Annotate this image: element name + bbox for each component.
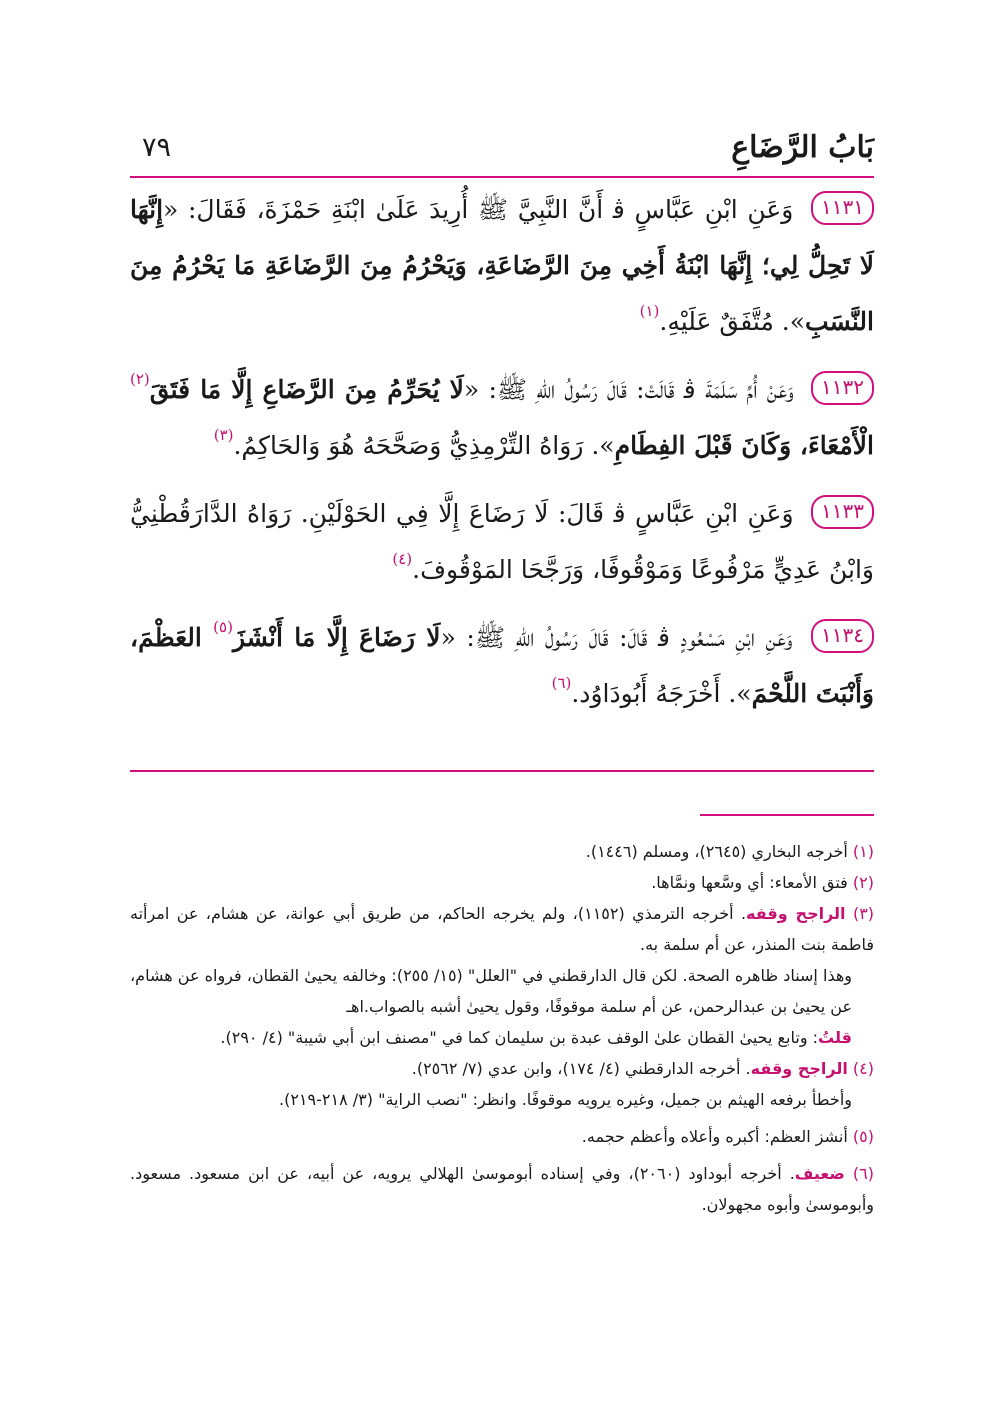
footnote-ref[interactable]: (٥) <box>213 618 233 636</box>
footnote-2 <box>130 867 874 898</box>
hadith-quote: الْأَمْعَاءَ، وَكَانَ قَبْلَ الفِطَامِ <box>614 431 874 460</box>
hadith-source: ». مُتَّفَقٌ عَلَيْهِ. <box>659 307 806 336</box>
footnote-grade: ضعيف <box>794 1164 845 1183</box>
hadith-intro: وَعَنِ ابْنِ عَبَّاسٍ ﭬ أَنَّ النَّبِيَّ ﷺ أُرِيدَ عَلَىٰ ابْنَةِ حَمْزَةَ، فَقَالَ: « <box>163 195 794 224</box>
footnote-text: : وتابع يحيىٰ القطان علىٰ الوقف عبدة بن سليمان كما في "مصنف ابن أبي شيبة" (٤/ ٢٩٠). <box>220 1028 819 1047</box>
hadith-quote: إِنَّهَا لَا تَحِلُّ لِي؛ إِنَّهَا ابْنَةُ أَخِي مِنَ الرَّضَاعَةِ، وَيَحْرُمُ مِنَ الرَّضَاعَةِ مَا يَحْرُمُ مِنَ النَّسَبِ <box>130 195 874 336</box>
footnote-text: أنشز العظم: أكبره وأعلاه وأعظم حجمه. <box>581 1127 848 1146</box>
hadith-source: ». رَوَاهُ التِّرْمِذِيُّ وَصَحَّحَهُ هُوَ وَالحَاكِمُ. <box>233 431 615 460</box>
footnotes <box>130 836 874 1220</box>
footnote-number: (١) <box>852 842 874 861</box>
footnote-text: فتق الأمعاء: أي وسَّعها ونمَّاها. <box>651 873 848 892</box>
hadith-number-badge: ١١٣٣ <box>811 495 874 529</box>
page-header <box>130 130 874 174</box>
hadith-number-badge: ١١٣١ <box>811 191 874 225</box>
footnote-ref[interactable]: (٤) <box>392 550 413 568</box>
footnote-qultu: قلتُ <box>818 1028 852 1047</box>
footnote-ref[interactable]: (٢) <box>130 370 150 388</box>
page-number: ٧٩ <box>142 132 172 163</box>
hadith-intro: وَعَنِ ابْنِ مَسْعُودٍ ﭬ قَالَ: قَالَ رَسُولُ اللهِ ﷺ: « <box>440 623 793 652</box>
hadith-text: وَعَنِ ابْنِ عَبَّاسٍ ﭬ قَالَ: لَا رَضَاعَ إِلَّا فِي الحَوْلَيْنِ. رَوَاهُ الدَّارَقُطْنِيُّ وَابْنُ عَدِيٍّ مَرْفُوعًا وَمَوْقُوفًا، وَرَجَّحَا المَوْقُوفَ. <box>130 499 874 584</box>
footnote-separator <box>700 814 874 816</box>
hadith-list <box>130 182 874 734</box>
footnote-number: (٥) <box>852 1127 874 1146</box>
footnote-ref[interactable]: (٣) <box>213 426 234 444</box>
footnote-4-paragraph: وأخطأ برفعه الهيثم بن جميل، وغيره يرويه موقوفًا. وانظر: "نصب الراية" (٣/ ٢١٨-٢١٩). <box>279 1090 852 1109</box>
footnote-grade: الراجح وقفه <box>746 904 846 923</box>
hadith-source: ». أَخْرَجَهُ أَبُودَاوُد. <box>571 679 752 708</box>
hadith-number-badge: ١١٣٤ <box>811 619 874 653</box>
header-divider <box>130 176 874 178</box>
hadith-quote: العَظْمَ، وَأَنْبَتَ اللَّحْمَ <box>130 623 874 708</box>
footnote-number: (٦) <box>852 1164 874 1183</box>
footnote-text: . أخرجه أبوداود (٢٠٦٠)، وفي إسناده أبوموسىٰ الهلالي يرويه، عن أبيه، عن ابن مسعود. مسعود. وأبوموسىٰ وأبوه مجهولان. <box>130 1164 874 1214</box>
footnote-grade: الراجح وقفه <box>750 1059 848 1078</box>
hadith-1133 <box>130 486 874 598</box>
footnote-5 <box>130 1121 874 1152</box>
footnote-6 <box>130 1158 874 1220</box>
hadith-quote: لَا رَضَاعَ إِلَّا مَا أَنْشَزَ <box>232 623 441 652</box>
footnote-number: (٤) <box>852 1059 874 1078</box>
footnote-ref[interactable]: (١) <box>639 302 660 320</box>
footnote-1 <box>130 836 874 867</box>
chapter-title: بَابُ الرَّضَاعِ <box>731 130 874 165</box>
footnote-3 <box>130 898 874 960</box>
hadith-intro: وَعَنْ أُمِّ سَلَمَةَ ﭬ قَالَتْ: قَالَ رَسُولُ اللهِ ﷺ: « <box>463 375 794 404</box>
footnote-4 <box>130 1053 874 1084</box>
footnote-number: (٣) <box>852 904 875 923</box>
content-divider <box>130 770 874 772</box>
footnote-3-paragraph <box>130 1022 874 1053</box>
footnote-3-paragraph: وهذا إسناد ظاهره الصحة. لكن قال الدارقطني في "العلل" (١٥/ ٢٥٥): وخالفه يحيىٰ القطان، فرواه عن هشام، عن يحيىٰ بن عبدالرحمن، عن أم سلمة موقوفًا، وقول يحيىٰ أشبه بالصواب.اهـ <box>130 966 852 1016</box>
footnote-number: (٢) <box>852 873 874 892</box>
hadith-quote: لَا يُحَرِّمُ مِنَ الرَّضَاعِ إِلَّا مَا فَتَقَ <box>149 375 464 404</box>
footnote-text: . أخرجه الترمذي (١١٥٢)، ولم يخرجه الحاكم، من طريق أبي عوانة، عن هشام، عن امرأته فاطمة بنت المنذر، عن أم سلمة به. <box>130 904 874 954</box>
footnote-ref[interactable]: (٦) <box>551 674 572 692</box>
hadith-1132 <box>130 362 874 474</box>
hadith-number-badge: ١١٣٢ <box>811 371 874 405</box>
footnote-text: . أخرجه الدارقطني (٤/ ١٧٤)، وابن عدي (٧/ ٢٥٦٢). <box>411 1059 751 1078</box>
footnote-text: أخرجه البخاري (٢٦٤٥)، ومسلم (١٤٤٦). <box>585 842 848 861</box>
hadith-1131 <box>130 182 874 350</box>
hadith-1134 <box>130 610 874 722</box>
